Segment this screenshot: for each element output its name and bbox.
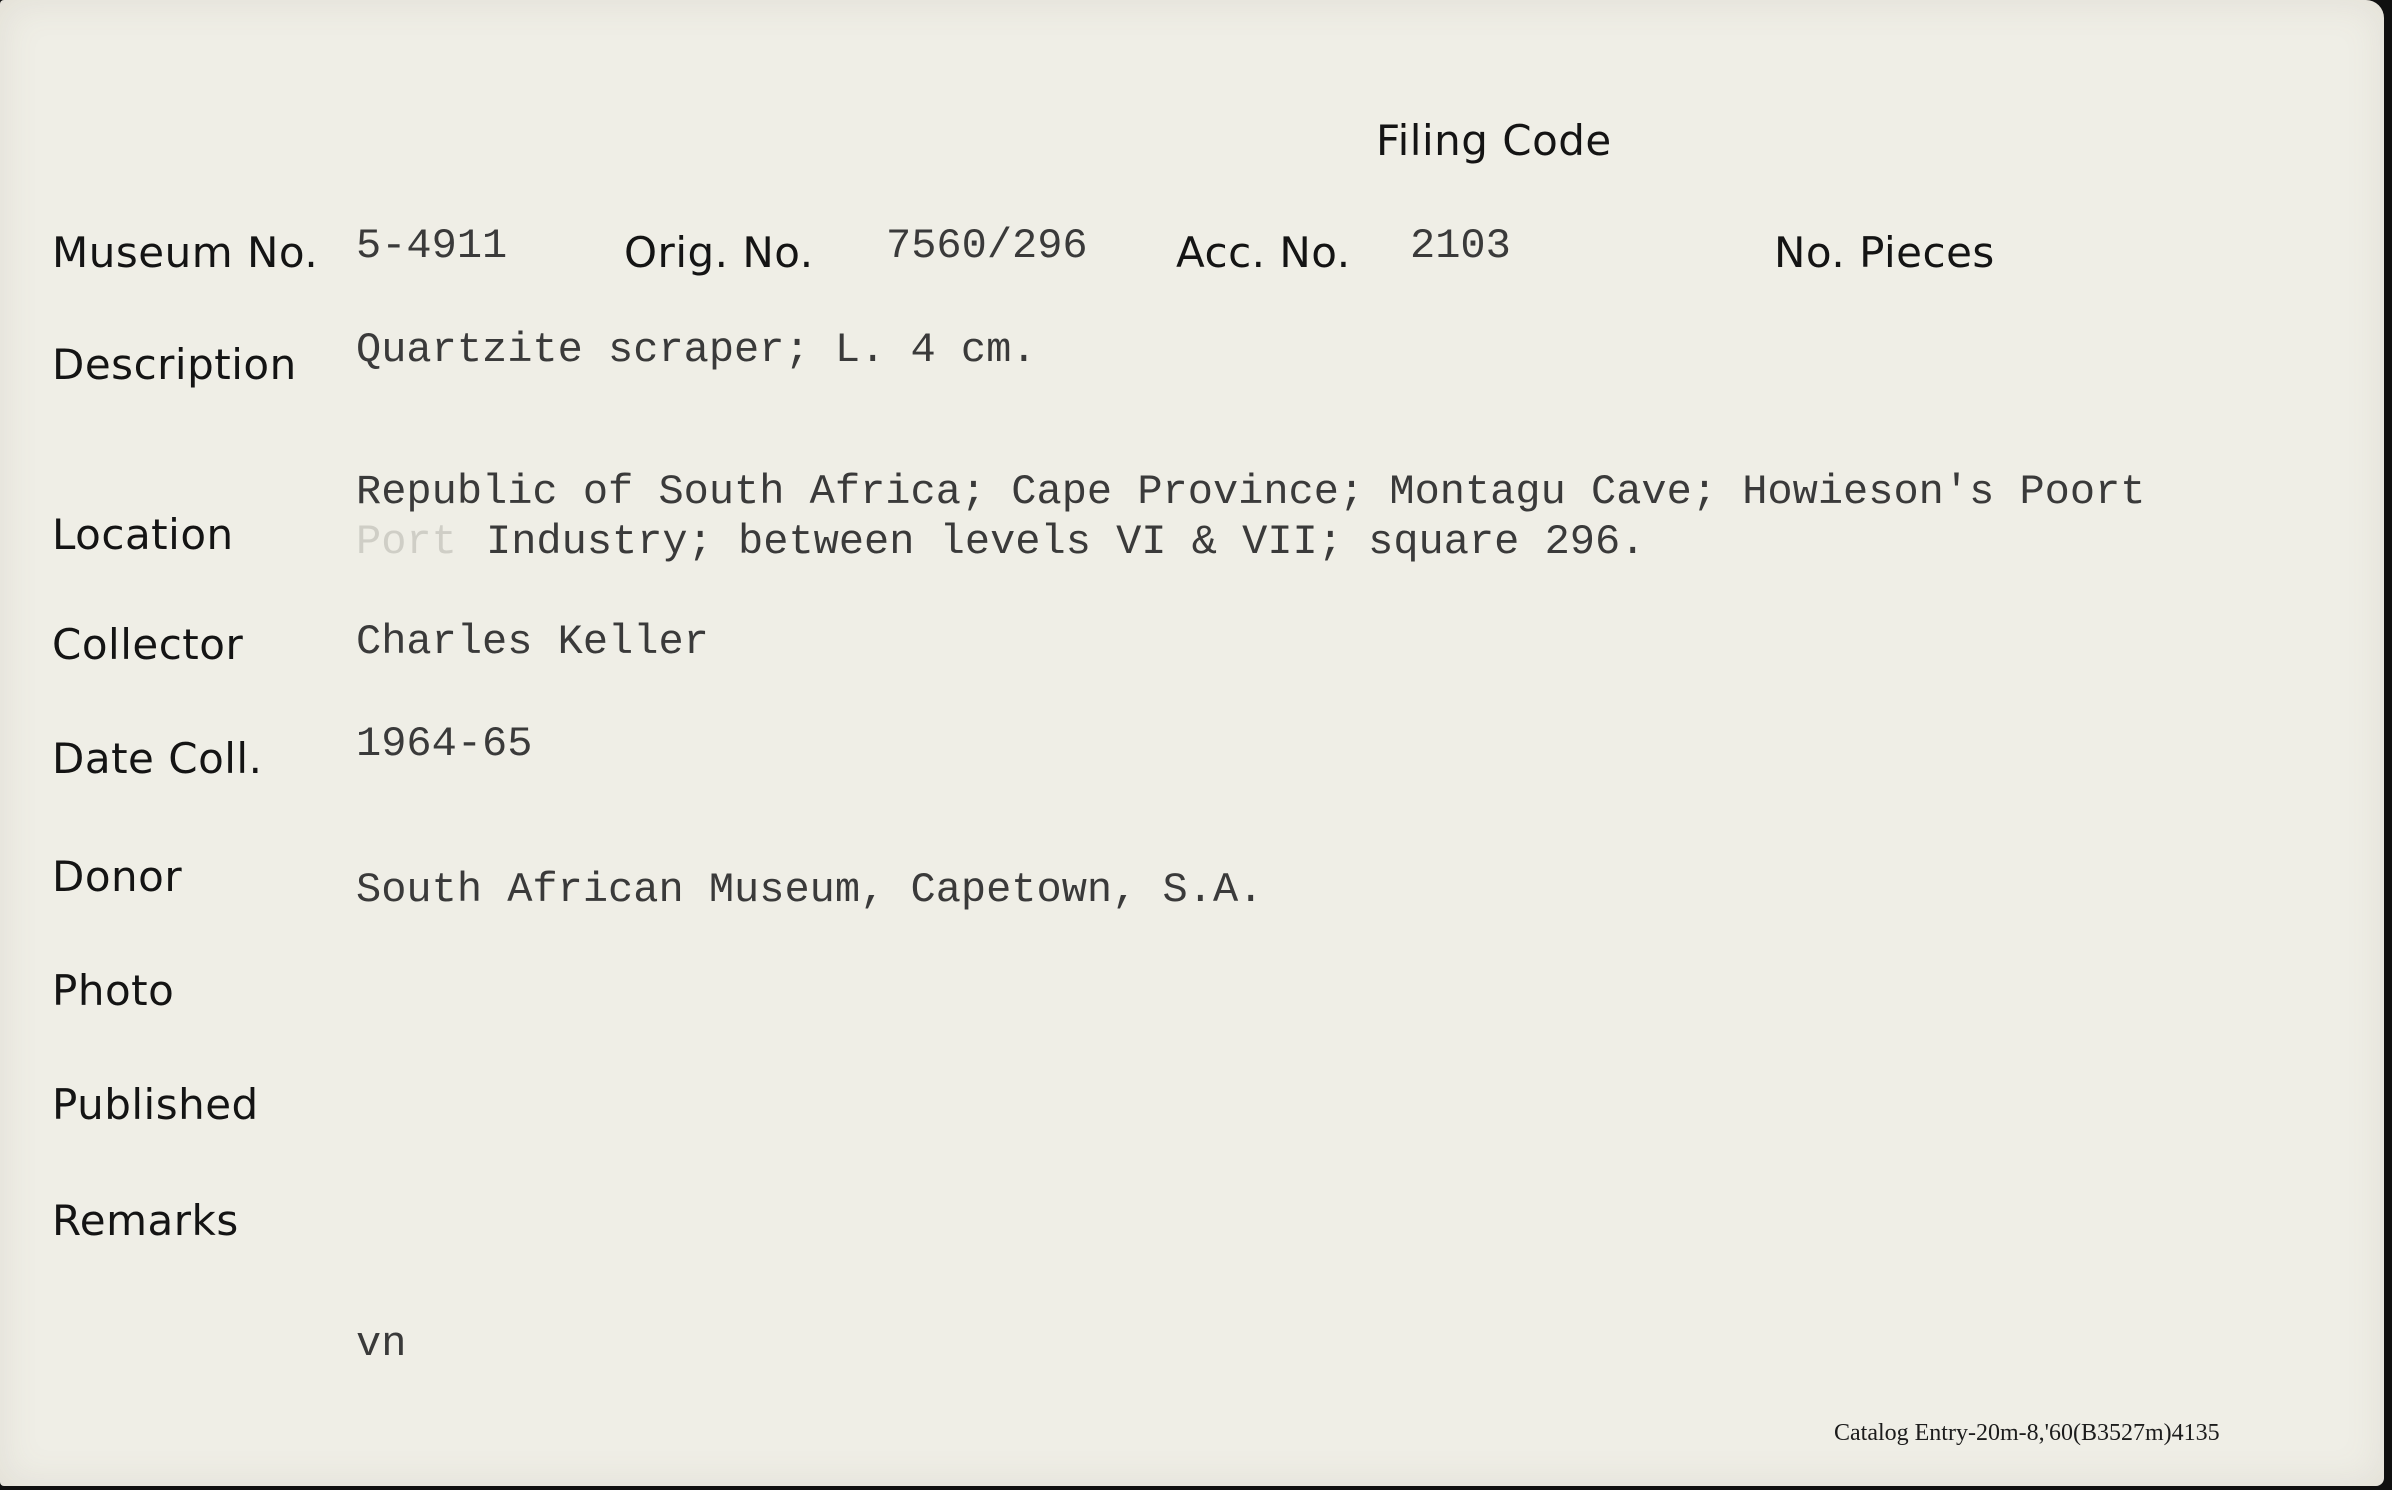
collector-label: Collector [52,620,244,669]
catalog-entry-footer: Catalog Entry-20m-8,'60(B3527m)4135 [1834,1420,2220,1446]
photo-label: Photo [52,966,175,1015]
location-value-line2: Industry; between levels VI & VII; square 296. [486,518,1646,566]
orig-no-value: 7560/296 [886,222,1088,270]
date-coll-label: Date Coll. [52,734,263,783]
museum-no-label: Museum No. [52,228,319,277]
acc-no-value: 2103 [1410,222,1511,270]
acc-no-label: Acc. No. [1176,228,1351,277]
cataloger-initials: vn [356,1320,407,1368]
filing-code-label: Filing Code [1376,116,1612,165]
collector-value: Charles Keller [356,618,709,666]
remarks-label: Remarks [52,1196,239,1245]
description-label: Description [52,340,297,389]
no-pieces-label: No. Pieces [1774,228,1995,277]
location-ghost-text: Port [356,518,457,566]
published-label: Published [52,1080,259,1129]
orig-no-label: Orig. No. [624,228,814,277]
location-label: Location [52,510,234,559]
date-coll-value: 1964-65 [356,720,533,768]
donor-label: Donor [52,852,183,901]
museum-no-value: 5-4911 [356,222,508,270]
location-value-line1: Republic of South Africa; Cape Province; Montagu Cave; Howieson's Poort [356,468,2146,516]
description-value: Quartzite scraper; L. 4 cm. [356,326,1037,374]
donor-value: South African Museum, Capetown, S.A. [356,866,1264,914]
